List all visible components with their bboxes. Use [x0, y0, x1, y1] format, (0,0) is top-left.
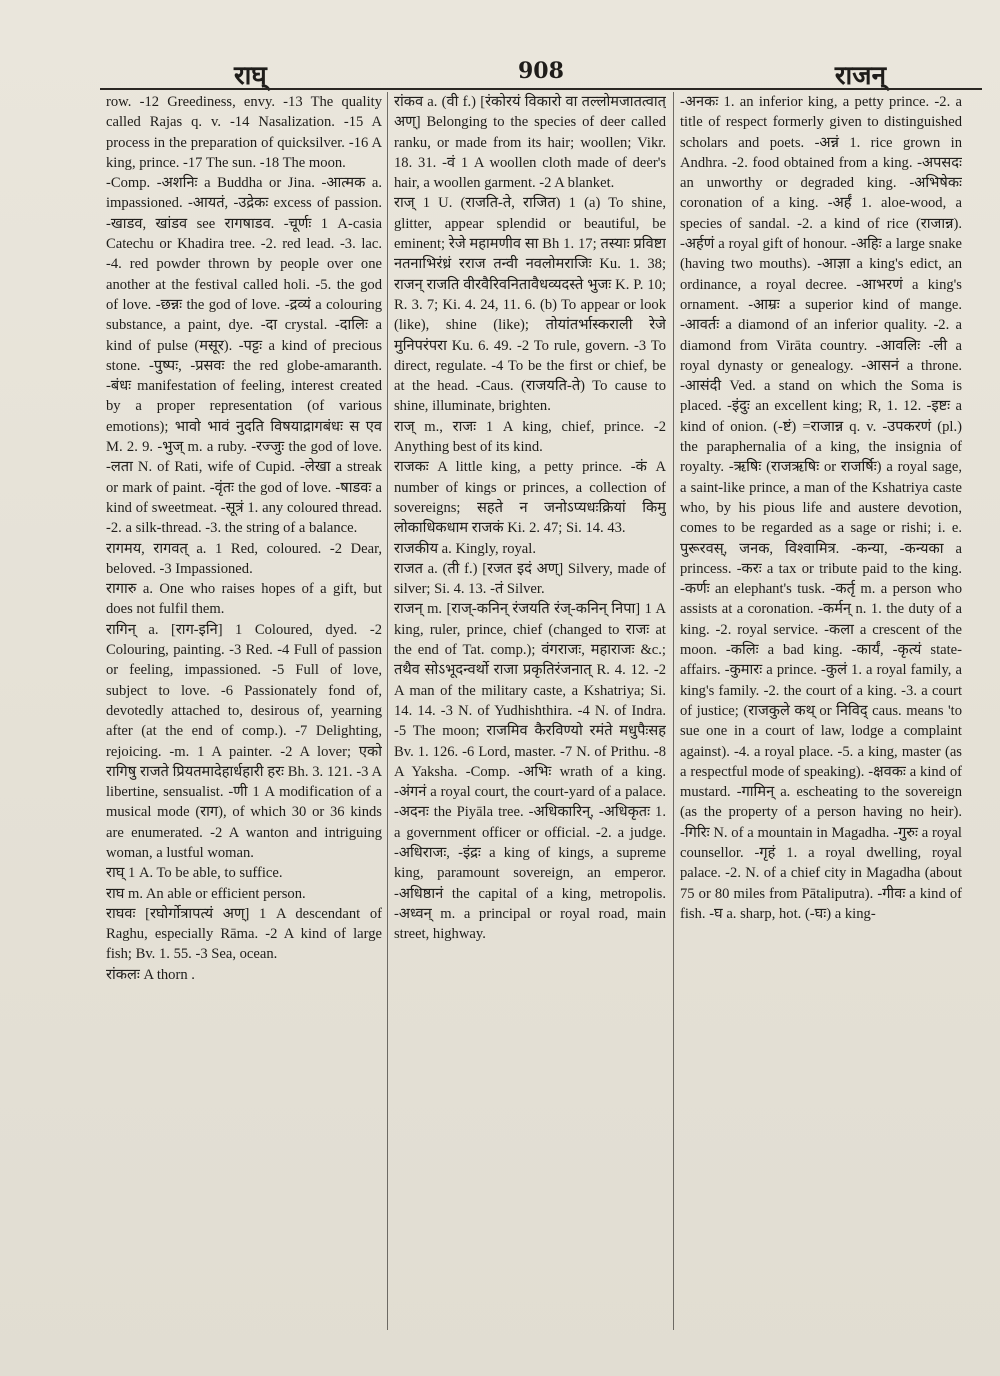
- column-2-paragraph: राज् 1 U. (राजति-ते, राजित) 1 (a) To shine, glitter, appear splendid or beautiful, be eminent; रेजे महामणीव सा Bh 1. 17; तस्याः प्रविष्टा नतनाभिरंध्रं रराज तन्वी नवलोमराजिः Ku. 1. 38; राजन् राजति वीरवैरिवनितावैधव्यदस्ते भुजः K. P. 10; R. 3. 7; Ki. 4. 24, 11. 6. (b) To appear or look (like), shine (like); तोयांतर्भास्कराली रेजे मुनिपरंपरा Ku. 6. 49. -2 To rule, govern. -3 To direct, regulate. -4 To be the first or chief, be at the head. -Caus. (राजयति-ते) To cause to shine, illuminate, brighten.: [394, 195, 666, 415]
- column-2-paragraph: राजकः A little king, a petty prince. -कं A number of kings or princes, a collection of sovereigns; सहते न जनोऽप्यधःक्रियां किमु लोकाधिकधाम राजकं Ki. 2. 47; Si. 14. 43.: [394, 459, 666, 537]
- column-3-paragraph: -अनकः 1. an inferior king, a petty prince. -2. a title of respect formerly given to distinguished scholars and poets. -अन्नं 1. rice grown in Andhra. -2. food obtained from a king. -अपसदः an unworthy or degraded king. -अभिषेकः coronation of a king. -अर्हं 1. aloe-wood, a species of sandal. -2. a kind of rice (राजान्न). -अर्हणं a royal gift of honour. -अहिः a large snake (having two mouths). -आज्ञा a king's edict, an ordinance, a royal decree. -आभरणं a king's ornament. -आम्रः a superior kind of mange. -आवर्तः a diamond of an inferior quality. -2. a diamond from Virāta country. -आवलिः -ली a royal dynasty or genealogy. -आसनं a throne. -आसंदी Ved. a stand on which the Soma is placed. -इंदुः an excellent king; R, 1. 12. -इष्टः a kind of onion. (-ष्टं) =राजान्न q. v. -उपकरणं (pl.) the paraphernalia of a king, the insignia of royalty. -ऋषिः (राजऋषिः or राजर्षिः) a royal sage, a saint-like prince, a man of the Kshatriya caste who, by his pious life and austere devotion, comes to be regarded as a sage or rishi; i. e. पुरूरवस्, जनक, विश्वामित्र. -कन्या, -कन्यका a princess. -करः a tax or tribute paid to the king. -कर्णः an elephant's tusk. -कर्तृ m. a person who assists at a coronation. -कर्मन् n. 1. the duty of a king. -2. royal service. -कला a crescent of the moon. -कलिः a bad king. -कार्यं, -कृत्यं state-affairs. -कुमारः a prince. -कुलं 1. a royal family, a king's family. -2. the court of a king. -3. a court of justice; (राजकुले कथ् or निविद् caus. means 'to sue one in a court of law, lodge a complaint against). -4. a royal place. -5. a king, master (as a respectful mode of speaking). -क्षवकः a kind of mustard. -गामिन् a. escheating to the sovereign (as the property of a person having no heir). -गिरिः N. of a mountain in Magadha. -गुरुः a royal counsellor. -गृहं 1. a royal dwelling, royal palace. -2. N. of a chief city in Magadha (about 75 or 80 miles from Pātaliputra). -गीवः a kind of fish. -घ a. sharp, hot. (-घः) a king-: [680, 94, 962, 922]
- page-header: [100, 56, 982, 92]
- column-1-paragraph: राघ m. An able or efficient person.: [106, 885, 306, 902]
- column-2-paragraph: राजकीय a. Kingly, royal.: [394, 540, 536, 557]
- column-1-paragraph: रांकलः A thorn .: [106, 966, 195, 983]
- column-2-paragraph: रांकव a. (वी f.) [रंकोरयं विकारो वा तल्लोमजातत्वात् अण्] Belonging to the species of deer called ranku, or made from its hair; woollen; Vikr. 18. 31. -वं 1 A woollen cloth made of deer's hair, a woollen garment. -2 A blanket.: [394, 94, 666, 192]
- column-1: [106, 92, 382, 1346]
- column-2: [394, 92, 666, 1346]
- column-1-paragraph: रागमय, रागवत् a. 1 Red, coloured. -2 Dear, beloved. -3 Impassioned.: [106, 540, 382, 577]
- column-1-paragraph: राघवः [रघोर्गोत्रापत्यं अण्] 1 A descendant of Raghu, especially Rāma. -2 A kind of large fish; Bv. 1. 55. -3 Sea, ocean.: [106, 905, 382, 963]
- column-divider: [387, 92, 388, 1330]
- column-3: [680, 92, 962, 1346]
- column-1-paragraph: रागिन् a. [राग-इनि] 1 Coloured, dyed. -2 Colouring, painting. -3 Red. -4 Full of passion or feeling, impassioned. -5 Full of love, subject to love. -6 Passionately fond of, devotedly attached to, desirous of, yearning after (at the end of comp.). -7 Delighting, rejoicing. -m. 1 A painter. -2 A lover; एको रागिषु राजते प्रियतमादेहार्धहारी हरः Bh. 3. 121. -3 A libertine, sensualist. -णी 1 A modification of a musical mode (राग), of which 30 or 36 kinds are enumerated. -2 A wanton and intriguing woman, a lustful woman.: [106, 621, 382, 861]
- column-2-paragraph: राजत a. (ती f.) [रजत इदं अण्] Silvery, made of silver; Si. 4. 13. -तं Silver.: [394, 560, 666, 598]
- header-rule: [100, 88, 982, 90]
- left-running-headword: राघ्: [234, 61, 267, 91]
- column-1-paragraph: रागारु a. One who raises hopes of a gift, but does not fulfil them.: [106, 581, 382, 618]
- column-2-paragraph: राजन् m. [राज्-कनिन् रंजयति रंज्-कनिन् निपा] 1 A king, ruler, prince, chief (changed to राजः at the end of Tat. comp.); वंगराजः, महाराजः &c.; तथैव सोऽभूदन्वर्थो राजा प्रकृतिरंजनात् R. 4. 12. -2 A man of the military caste, a Kshatriya; Si. 14. 14. -3 N. of Yudhishthira. -4 N. of Indra. -5 The moon; राजमिव कैरविण्यो रमंते मधुपैःसह Bv. 1. 126. -6 Lord, master. -7 N. of Prithu. -8 A Yaksha. -Comp. -अभिः wrath of a king. -अंगनं a royal court, the court-yard of a palace. -अदनः the Piyāla tree. -अधिकारिन्, -अधिकृतः 1. a government officer or official. -2. a judge. -अधिराजः, -इंद्रः a king of kings, a supreme king, paramount sovereign, an emperor. -अधिष्ठानं the capital of a king, metropolis. -अध्वन् m. a principal or royal road, main street, highway.: [394, 601, 666, 943]
- column-1-paragraph: राघ् 1 A. To be able, to suffice.: [106, 865, 283, 882]
- column-2-paragraph: राज् m., राजः 1 A king, chief, prince. -2 Anything best of its kind.: [394, 418, 666, 456]
- column-1-paragraph: -Comp. -अशनिः a Buddha or Jina. -आत्मक a. impassioned. -आयतं, -उद्रेकः excess of passion. -खाडव, खांडव see रागषाडव. -चूर्णः 1 A-casia Catechu or Khadira tree. -2. red lead. -3. lac. -4. red powder thrown by people over one another at the festival called holi. -5. the god of love. -छन्नः the god of love. -द्रव्यं a colouring substance, a paint, dye. -दा crystal. -दालिः a kind of pulse (मसूर). -पट्टः a kind of precious stone. -पुष्पः, -प्रसवः the red globe-amaranth. -बंधः manifestation of feeling, interest created by a proper representation (of various emotions); भावो भावं नुदति विषयाद्रागबंधः स एव M. 2. 9. -भुज् m. a ruby. -रज्जुः the god of love. -लता N. of Rati, wife of Cupid. -लेखा a streak or mark of paint. -वृंतः the god of love. -षाडवः a kind of sweetmeat. -सूत्रं 1. any coloured thread. -2. a silk-thread. -3. the string of a balance.: [106, 175, 382, 537]
- column-1-paragraph: row. -12 Greediness, envy. -13 The quality called Rajas q. v. -14 Nasalization. -15 A process in the preparation of quicksilver. -16 A king, prince. -17 The sun. -18 The moon.: [106, 94, 382, 171]
- page-number: 908: [518, 58, 564, 84]
- column-divider: [673, 92, 674, 1330]
- right-running-headword: राजन्: [834, 61, 886, 91]
